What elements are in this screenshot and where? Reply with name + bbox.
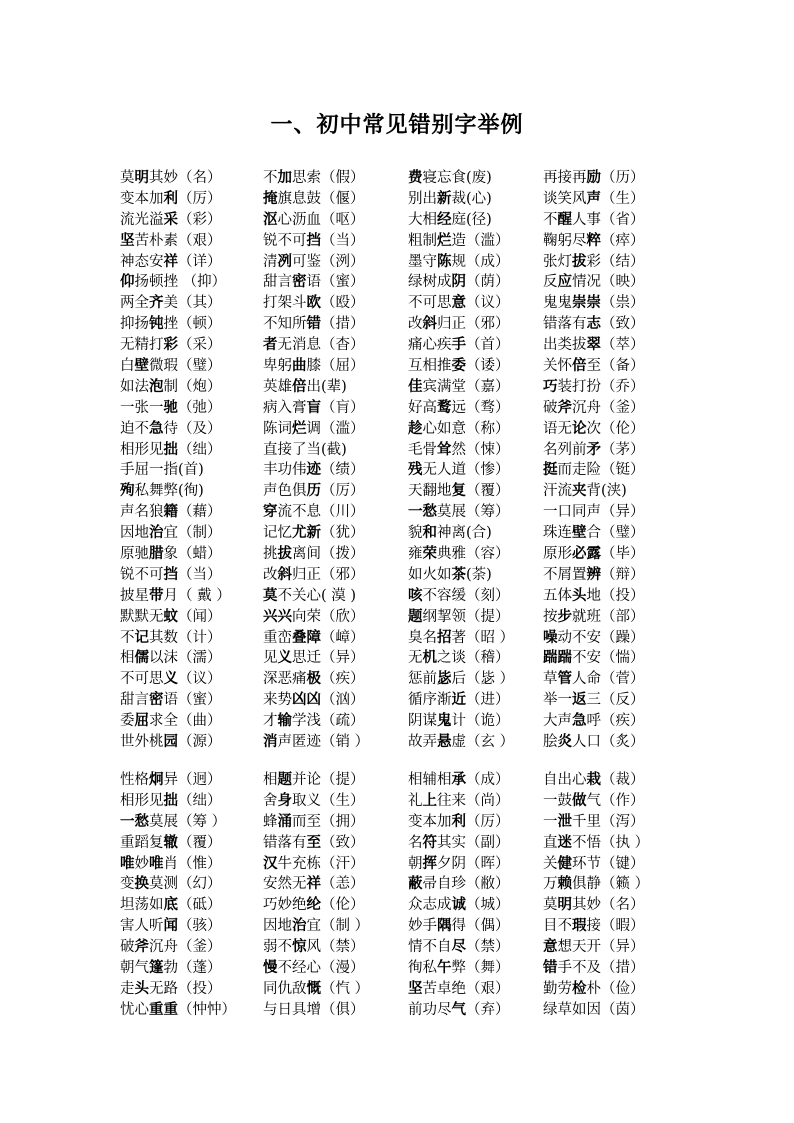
word-entry: 流光溢采（彩） (120, 210, 222, 228)
word-entry: 咳不容缓（刻） (408, 586, 510, 604)
word-entry: 与日具增（俱） (263, 1001, 365, 1018)
word-row (0, 791, 794, 812)
word-entry: 臭名招著（昭 ） (408, 628, 515, 646)
word-entry: 朝挥夕阴（晖） (408, 854, 510, 872)
word-entry: 痛心疾手（首） (408, 336, 510, 354)
word-entry: 卑躬曲膝（屈） (263, 357, 365, 375)
word-entry: 蔽帚自珍（敝） (408, 875, 510, 893)
word-entry: 礼上往来（尚） (408, 791, 510, 809)
word-row (0, 1000, 794, 1021)
word-entry: 丰功伟迹（绩） (263, 461, 365, 479)
word-entry: 名符其实（副） (408, 833, 510, 851)
word-row (0, 895, 794, 916)
word-entry: 语无论次（伦） (543, 419, 645, 437)
word-entry: 名列前矛（茅） (543, 440, 645, 458)
word-entry: 病入膏盲（肓） (263, 398, 365, 416)
word-entry: 五体头地（投） (543, 586, 645, 604)
word-row (0, 732, 794, 753)
word-entry: 众志成诚（城） (408, 896, 510, 914)
word-entry: 挑拔离间（拨） (263, 545, 365, 563)
word-entry: 反应情况（映） (543, 273, 645, 291)
word-entry: 忧心重重（忡忡） (120, 1000, 236, 1018)
word-entry: 故弄悬虚（玄 ） (408, 733, 515, 751)
word-entry: 者无消息（杳） (263, 336, 365, 354)
word-row (0, 419, 794, 440)
word-entry: 英雄倍出(辈) (263, 377, 347, 395)
word-row (0, 812, 794, 833)
word-entry: 仰扬顿挫 （抑） (120, 273, 227, 291)
word-row (0, 252, 794, 273)
word-entry: 锐不可挡（当） (263, 231, 365, 249)
word-entry: 声色俱历（厉） (263, 482, 365, 500)
word-entry: 深恶痛极（疾） (263, 670, 365, 688)
word-entry: 关怀倍至（备） (543, 357, 645, 375)
word-entry: 白壁微瑕（璧） (120, 357, 222, 375)
word-entry: 相形见拙（绌） (120, 440, 222, 458)
word-entry: 抑扬钝挫（顿） (120, 315, 222, 333)
word-entry: 前功尽气（弃） (408, 1000, 510, 1018)
word-entry: 墨守陈规（成） (408, 252, 510, 270)
word-row (0, 586, 794, 607)
word-entry: 因地治宜（制 ） (263, 917, 370, 935)
word-entry: 大相经庭(径) (408, 210, 492, 228)
word-entry: 情不自尽（禁） (408, 938, 510, 956)
word-entry: 自出心栽（裁） (543, 771, 645, 788)
word-entry: 按步就班（部） (543, 607, 645, 625)
word-list-section-2 (0, 770, 794, 1021)
word-entry: 相辅相承（成） (408, 771, 510, 788)
word-entry: 迫不急待（及） (120, 419, 222, 437)
word-entry: 错落有志（致） (543, 315, 645, 333)
word-row (0, 833, 794, 854)
word-row (0, 398, 794, 419)
word-entry: 相题并论（提） (263, 771, 365, 788)
word-row (0, 648, 794, 669)
word-row (0, 854, 794, 875)
word-row (0, 231, 794, 252)
word-row (0, 356, 794, 377)
word-entry: 害人听闻（骇） (120, 917, 222, 935)
word-entry: 别出新裁(心) (408, 189, 492, 207)
word-entry: 如火如茶(荼) (408, 565, 492, 583)
word-entry: 见义思迁（异） (263, 649, 365, 667)
word-entry: 一愁莫展（筹 ） (120, 812, 227, 830)
word-entry: 互相推委（诿） (408, 357, 510, 375)
word-entry: 甜言密语（蜜） (263, 273, 365, 291)
word-entry: 噪动不安（躁） (543, 628, 645, 646)
word-entry: 趁心如意（称） (408, 419, 510, 437)
word-entry: 蜂涌而至（拥） (263, 812, 365, 830)
word-entry: 破斧沉舟（釜） (543, 398, 645, 416)
word-entry: 坚苦卓绝（艰） (408, 979, 510, 997)
word-row (0, 690, 794, 711)
word-entry: 直迷不悟（执 ） (543, 833, 650, 851)
word-entry: 沤心沥血（呕） (263, 210, 365, 228)
word-entry: 意想天开（异） (543, 938, 645, 956)
word-entry: 消声匿迹（销 ） (263, 733, 370, 751)
word-entry: 如法泡制（炮） (120, 377, 222, 395)
word-row (0, 523, 794, 544)
word-row (0, 460, 794, 481)
word-row (0, 210, 794, 231)
word-entry: 莫明其妙（名） (543, 896, 645, 914)
word-row (0, 979, 794, 1000)
word-entry: 汉牛充栋（汗） (263, 854, 365, 872)
word-entry: 舍身取义（生） (263, 791, 365, 809)
word-row (0, 335, 794, 356)
word-entry: 弱不惊风（禁） (263, 938, 365, 956)
word-entry: 不醒人事（省） (543, 210, 645, 228)
word-entry: 错落有至（致） (263, 833, 365, 851)
word-entry: 莫不关心( 漠 ) (263, 586, 357, 604)
word-entry: 唯妙唯肖（惟） (120, 854, 222, 872)
word-entry: 一泄千里（泻） (543, 812, 645, 830)
word-entry: 坚苦朴素（艰） (120, 231, 222, 249)
word-entry: 破斧沉舟（釜） (120, 938, 222, 956)
word-entry: 大声急呼（疾） (543, 712, 645, 730)
word-entry: 性格炯异（迥） (120, 771, 222, 788)
word-row (0, 628, 794, 649)
word-entry: 惩前毖后（毖 ） (408, 670, 515, 688)
word-row (0, 669, 794, 690)
word-entry: 原形必露（毕） (543, 545, 645, 563)
word-row (0, 770, 794, 791)
word-row (0, 440, 794, 461)
word-row (0, 293, 794, 314)
word-entry: 直接了当(截) (263, 441, 347, 458)
word-entry: 挺而走险（铤） (543, 461, 645, 479)
word-row (0, 377, 794, 398)
word-entry: 巧装打扮（乔） (543, 377, 645, 395)
word-entry: 关健环节（键） (543, 854, 645, 872)
word-row (0, 272, 794, 293)
word-row (0, 711, 794, 732)
word-entry: 佳宾满堂（嘉） (408, 377, 510, 395)
word-entry: 记忆尤新（犹） (263, 524, 365, 542)
word-entry: 貌和神离(合) (408, 524, 492, 542)
word-row (0, 502, 794, 523)
word-entry: 无精打彩（采） (120, 336, 222, 354)
word-row (0, 874, 794, 895)
word-entry: 徇私午弊（舞） (408, 959, 510, 977)
word-entry: 不可思义（议） (120, 670, 222, 688)
word-entry: 鬼鬼崇崇（祟） (543, 294, 645, 312)
word-entry: 变本加利（厉） (120, 189, 222, 207)
word-entry: 阴谋鬼计（诡） (408, 712, 510, 730)
word-entry: 变换莫测（幻） (120, 875, 222, 893)
word-entry: 才输学浅（疏） (263, 712, 365, 730)
word-row (0, 565, 794, 586)
word-entry: 巧妙绝纶（伦） (263, 896, 365, 914)
word-entry: 踹踹不安（惴） (543, 649, 645, 667)
word-entry: 陈词烂调（滥） (263, 419, 365, 437)
word-entry: 莫明其妙（名） (120, 169, 222, 186)
word-row (0, 189, 794, 210)
word-entry: 兴兴向荣（欣） (263, 607, 365, 625)
word-entry: 变本加利（厉） (408, 812, 510, 830)
word-entry: 残无人道（惨） (408, 461, 510, 479)
word-entry: 穿流不息（川） (263, 503, 365, 521)
word-entry: 鞠躬尽粹（瘁） (543, 231, 645, 249)
word-entry: 好高鹜远（骛） (408, 398, 510, 416)
word-entry: 循序渐近（进） (408, 691, 510, 709)
word-entry: 无机之谈（稽） (408, 649, 510, 667)
word-entry: 不知所错（措） (263, 315, 365, 333)
word-entry: 默默无蚊（闻） (120, 607, 222, 625)
word-row (0, 916, 794, 937)
word-row (0, 314, 794, 335)
word-entry: 委屈求全（曲） (120, 712, 222, 730)
word-entry: 目不瑕接（暇） (543, 917, 645, 935)
word-entry: 重蹈复辙（覆） (120, 833, 222, 851)
word-entry: 相儒以沫（濡） (120, 649, 222, 667)
word-entry: 来势凶凶（汹） (263, 691, 365, 709)
page-title: 一、初中常见错别字举例 (270, 112, 524, 138)
word-entry: 绿草如因（茵） (543, 1001, 645, 1018)
word-entry: 绿树成阴（荫） (408, 273, 510, 291)
word-entry: 张灯拔彩（结） (543, 252, 645, 270)
word-entry: 清冽可鉴（洌） (263, 252, 365, 270)
word-entry: 改斜归正（邪） (408, 315, 510, 333)
word-entry: 原驰腊象（蜡） (120, 545, 222, 563)
word-entry: 题纲挈领（提） (408, 607, 510, 625)
word-entry: 重峦叠障（嶂） (263, 628, 365, 646)
word-entry: 一口同声（异） (543, 504, 645, 521)
word-entry: 一张一驰（弛） (120, 398, 222, 416)
word-entry: 打架斗欧（殴） (263, 294, 365, 312)
word-row (0, 168, 794, 189)
word-entry: 雍荣典雅（容） (408, 545, 510, 563)
word-entry: 朝气篷勃（蓬） (120, 959, 222, 977)
word-entry: 费寝忘食(废) (408, 169, 492, 186)
word-entry: 慢不经心（漫） (263, 959, 365, 977)
word-row (0, 544, 794, 565)
word-entry: 手屈一指(首) (120, 462, 204, 479)
word-entry: 坦荡如底（砥） (120, 896, 222, 914)
word-entry: 殉私舞弊(徇) (120, 482, 204, 500)
word-entry: 脍炎人口（炙） (543, 733, 645, 751)
word-entry: 改斜归正（邪） (263, 565, 365, 583)
word-entry: 妙手隅得（偶） (408, 917, 510, 935)
word-entry: 不可思意（议） (408, 294, 510, 312)
word-list-section-1 (0, 168, 794, 753)
word-row (0, 481, 794, 502)
word-entry: 甜言密语（蜜） (120, 691, 222, 709)
word-entry: 世外桃园（源） (120, 733, 222, 751)
word-entry: 错手不及（措） (543, 959, 645, 977)
word-entry: 锐不可挡（当） (120, 565, 222, 583)
word-entry: 披星带月（ 戴 ） (120, 586, 231, 604)
word-entry: 一鼓做气（作） (543, 791, 645, 809)
word-row (0, 607, 794, 628)
word-entry: 声名狼籍（藉） (120, 503, 222, 521)
word-entry: 毛骨耸然（悚） (408, 440, 510, 458)
word-entry: 不记其数（计） (120, 628, 222, 646)
word-row (0, 937, 794, 958)
word-entry: 草管人命（菅） (543, 670, 645, 688)
word-entry: 同仇敌慨（忾 ） (263, 979, 370, 997)
word-entry: 走头无路（投） (120, 979, 222, 997)
word-entry: 谈笑风声（生） (543, 189, 645, 207)
word-entry: 两全齐美（其） (120, 294, 222, 312)
word-entry: 神态安祥（详） (120, 252, 222, 270)
word-entry: 万赖俱静（籁 ） (543, 875, 650, 893)
word-entry: 举一返三（反） (543, 691, 645, 709)
word-entry: 相形见拙（绌） (120, 791, 222, 809)
word-entry: 粗制烂造（滥） (408, 231, 510, 249)
word-entry: 汗流夹背(浃) (543, 482, 627, 500)
word-entry: 珠连壁合（璧） (543, 524, 645, 542)
word-entry: 不屑置辨（辩） (543, 565, 645, 583)
word-entry: 天翻地复（覆） (408, 482, 510, 500)
word-entry: 出类拔翠（萃） (543, 336, 645, 354)
word-entry: 勤劳检朴（俭） (543, 979, 645, 997)
word-entry: 不加思索（假） (263, 169, 365, 186)
word-entry: 安然无祥（恙） (263, 875, 365, 893)
word-entry: 再接再励（历） (543, 169, 645, 186)
word-row (0, 958, 794, 979)
word-entry: 因地治宜（制） (120, 524, 222, 542)
word-entry: 一愁莫展（筹） (408, 503, 510, 521)
word-entry: 掩旗息鼓（偃） (263, 189, 365, 207)
